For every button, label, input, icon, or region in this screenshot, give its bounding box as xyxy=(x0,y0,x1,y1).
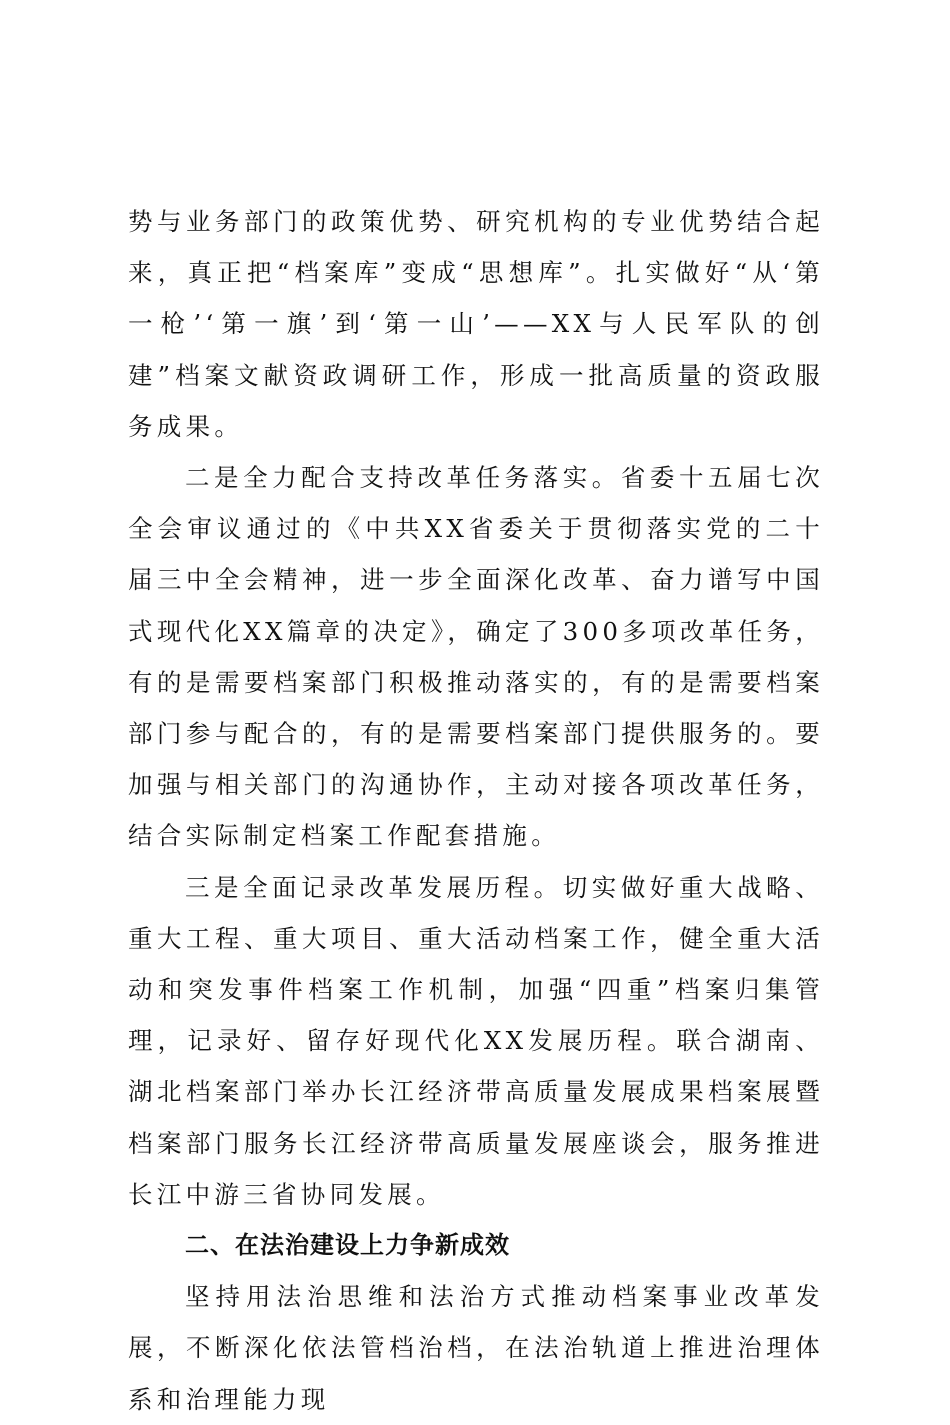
section-heading-rule-of-law: 二、在法治建设上力争新成效 xyxy=(185,1231,510,1260)
document-page xyxy=(128,196,824,1425)
paragraph-rule-of-law: 坚持用法治思维和法治方式推动档案事业改革发展，不断深化依法管档治档，在法治轨道上推进治理体系和治理能力现 xyxy=(128,1282,824,1414)
paragraph-reform-tasks: 二是全力配合支持改革任务落实。省委十五届七次全会审议通过的《中共XX省委关于贯彻落实党的二十届三中全会精神，进一步全面深化改革、奋力谱写中国式现代化XX篇章的决定》，确定了300多项改革任务，有的是需要档案部门积极推动落实的，有的是需要档案部门参与配合的，有的是需要档案部门提供服务的。要加强与相关部门的沟通协作，主动对接各项改革任务，结合实际制定档案工作配套措施。 xyxy=(128,463,824,851)
paragraph-record-history: 三是全面记录改革发展历程。切实做好重大战略、重大工程、重大项目、重大活动档案工作，健全重大活动和突发事件档案工作机制，加强“四重”档案归集管理，记录好、留存好现代化XX发展历程。联合湖南、湖北档案部门举办长江经济带高质量发展成果档案展暨档案部门服务长江经济带高质量发展座谈会，服务推进长江中游三省协同发展。 xyxy=(128,872,824,1209)
paragraph-continuation: 势与业务部门的政策优势、研究机构的专业优势结合起来，真正把“档案库”变成“思想库”。扎实做好“从‘第一枪’‘第一旗’到‘第一山’——XX与人民军队的创建”档案文献资政调研工作，形成一批高质量的资政服务成果。 xyxy=(128,207,824,441)
